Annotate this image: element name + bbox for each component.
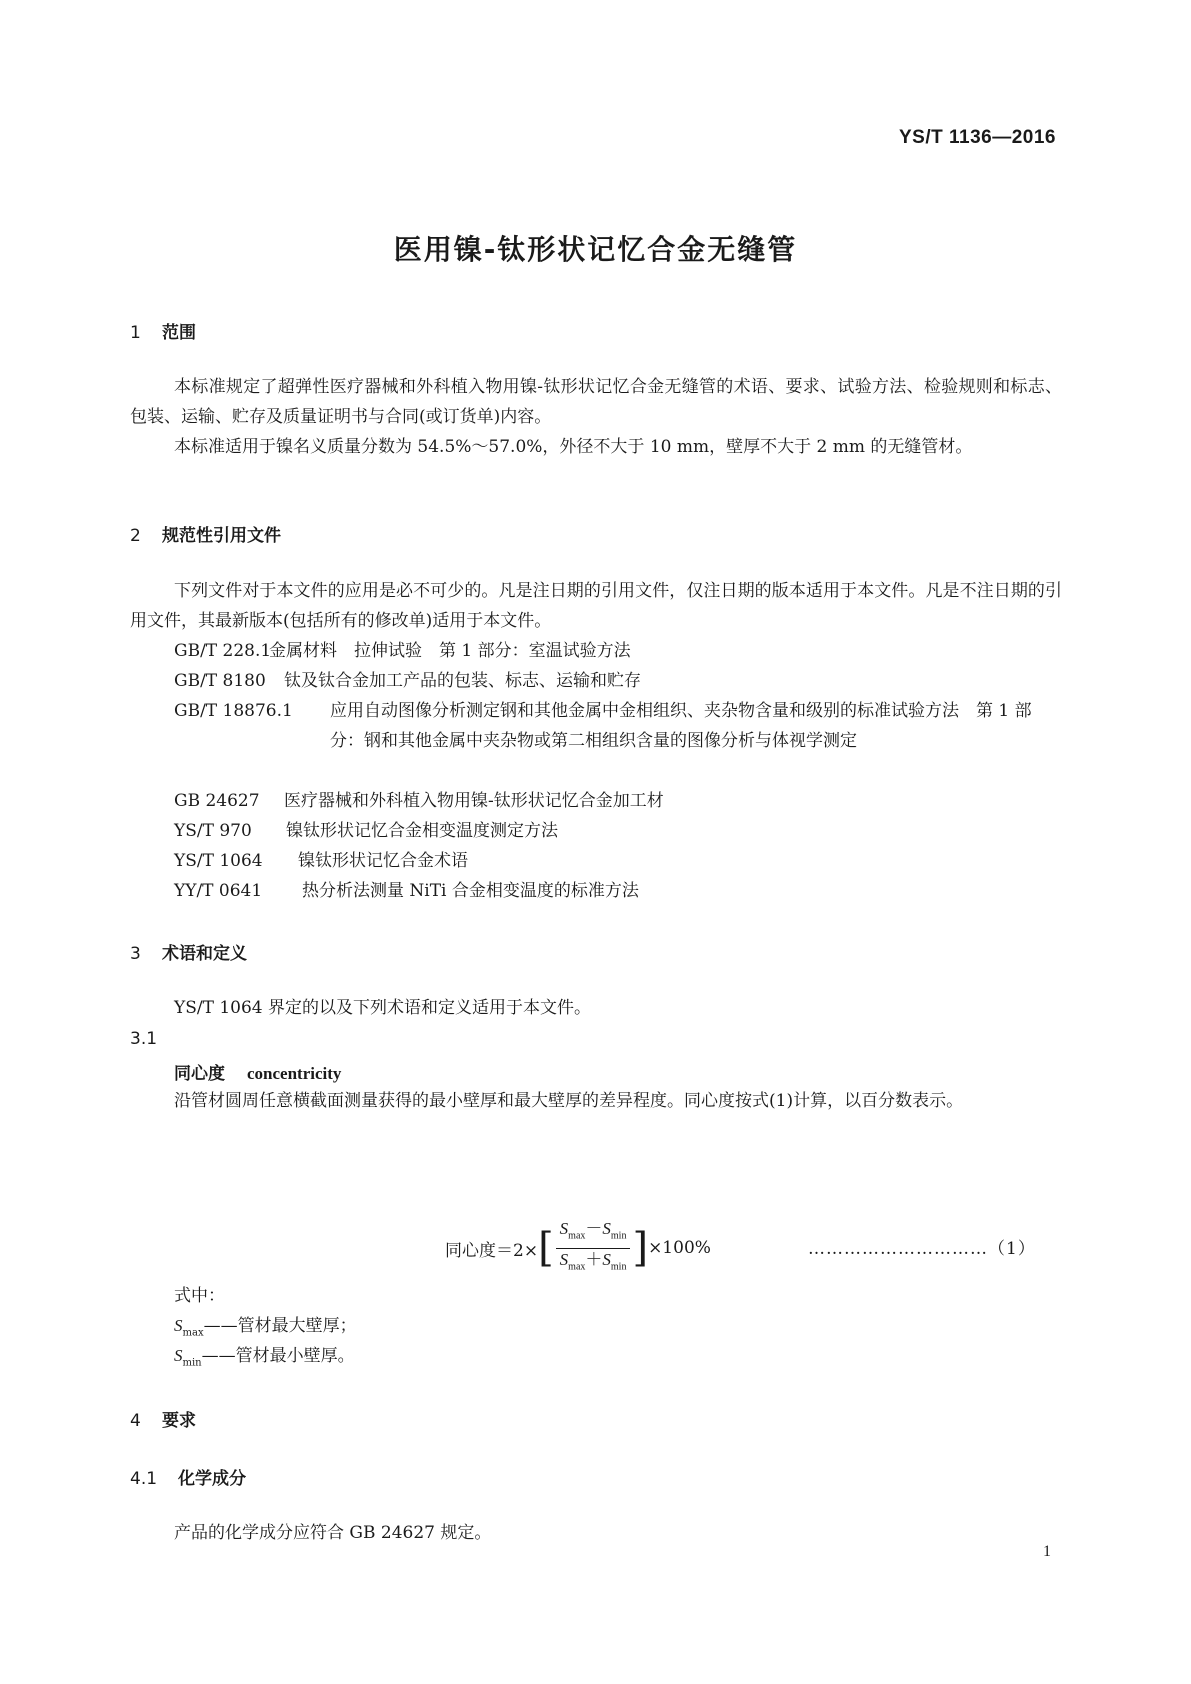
section-2-heading	[130, 521, 281, 546]
subsection-title: 化学成分	[178, 1469, 246, 1489]
reference-code: GB/T 18876.1	[174, 701, 293, 721]
equation-number: …………………………（1）	[808, 1239, 1036, 1259]
reference-title: 镍钛形状记忆合金相变温度测定方法	[286, 821, 558, 841]
reference-title: 钛及钛合金加工产品的包装、标志、运输和贮存	[284, 671, 641, 691]
subsection-4-1-text: 产品的化学成分应符合 GB 24627 规定。	[174, 1523, 492, 1543]
formula-lhs: 同心度＝2×	[445, 1240, 539, 1261]
symbol-definition: $S_{min}——$管材最小壁厚。	[174, 1346, 355, 1369]
section-3-intro: YS/T 1064 界定的以及下列术语和定义适用于本文件。	[174, 998, 592, 1018]
section-title: 规范性引用文件	[162, 526, 281, 546]
subsection-4-1-heading	[130, 1464, 246, 1489]
formula-rhs: ×100%	[648, 1238, 711, 1258]
where-label: 式中：	[174, 1286, 225, 1306]
section-number: 3	[130, 944, 141, 964]
reference-item	[174, 876, 639, 906]
term-heading	[174, 1059, 341, 1084]
term-definition: 沿管材圆周任意横截面测量获得的最小壁厚和最大壁厚的差异程度。同心度按式(1)计算，以百分数表示。	[174, 1091, 964, 1111]
symbol-definition: $S_{max}——$管材最大壁厚；	[174, 1316, 357, 1339]
section-4-heading	[130, 1406, 196, 1431]
reference-title: 镍钛形状记忆合金术语	[298, 851, 468, 871]
reference-code: GB/T 228.1	[174, 641, 272, 661]
term-english: concentricity	[247, 1064, 342, 1083]
reference-item	[174, 846, 468, 876]
formula-denominator: $S_{max}+S_{min}$	[559, 1249, 627, 1272]
page-number: 1	[1043, 1543, 1051, 1560]
formula-bracket-close: ]	[632, 1225, 649, 1271]
subsection-number: 4.1	[130, 1469, 158, 1489]
section-1-paragraph-1: 本标准规定了超弹性医疗器械和外科植入物用镍-钛形状记忆合金无缝管的术语、要求、试验方法、检验规则和标志、包装、运输、贮存及质量证明书与合同(或订货单)内容。	[130, 377, 1062, 427]
section-title: 要求	[162, 1411, 196, 1431]
section-1-paragraph-2: 本标准适用于镍名义质量分数为 54.5%～57.0%，外径不大于 10 mm，壁厚不大于 2 mm 的无缝管材。	[174, 437, 973, 457]
section-title: 范围	[162, 323, 196, 343]
term-number: 3.1	[130, 1029, 158, 1049]
reference-title: 医疗器械和外科植入物用镍-钛形状记忆合金加工材	[284, 791, 664, 811]
term-chinese: 同心度	[174, 1064, 225, 1084]
section-3-heading	[130, 939, 247, 964]
reference-item	[174, 816, 558, 846]
reference-item	[174, 786, 664, 816]
reference-item	[174, 666, 641, 696]
reference-code: YS/T 970	[174, 821, 252, 841]
reference-title: 金属材料 拉伸试验 第 1 部分：室温试验方法	[269, 641, 631, 661]
section-2-intro: 下列文件对于本文件的应用是必不可少的。凡是注日期的引用文件，仅注日期的版本适用于本文件。凡是不注日期的引用文件，其最新版本(包括所有的修改单)适用于本文件。	[130, 581, 1062, 631]
section-number: 2	[130, 526, 141, 546]
standard-code: YS/T 1136—2016	[899, 127, 1056, 148]
reference-item	[174, 636, 631, 666]
formula-fraction	[556, 1218, 631, 1278]
document-title: 医用镍-钛形状记忆合金无缝管	[393, 233, 798, 266]
reference-code: YY/T 0641	[174, 881, 263, 901]
section-number: 4	[130, 1411, 141, 1431]
reference-code: GB 24627	[174, 791, 260, 811]
reference-title: 应用自动图像分析测定钢和其他金属中金相组织、夹杂物含量和级别的标准试验方法 第 1 部分：钢和其他金属中夹杂物或第二相组织含量的图像分析与体视学测定	[330, 701, 1032, 751]
formula-numerator: $S_{max}-S_{min}$	[556, 1218, 631, 1248]
formula-bracket-open: [	[538, 1225, 554, 1271]
reference-code: GB/T 8180	[174, 671, 266, 691]
reference-code: YS/T 1064	[174, 851, 263, 871]
section-number: 1	[130, 323, 141, 343]
section-title: 术语和定义	[162, 944, 247, 964]
concentricity-formula	[445, 1218, 711, 1278]
reference-item	[174, 696, 1064, 756]
section-1-heading	[130, 318, 196, 343]
reference-title: 热分析法测量 NiTi 合金相变温度的标准方法	[302, 881, 639, 901]
